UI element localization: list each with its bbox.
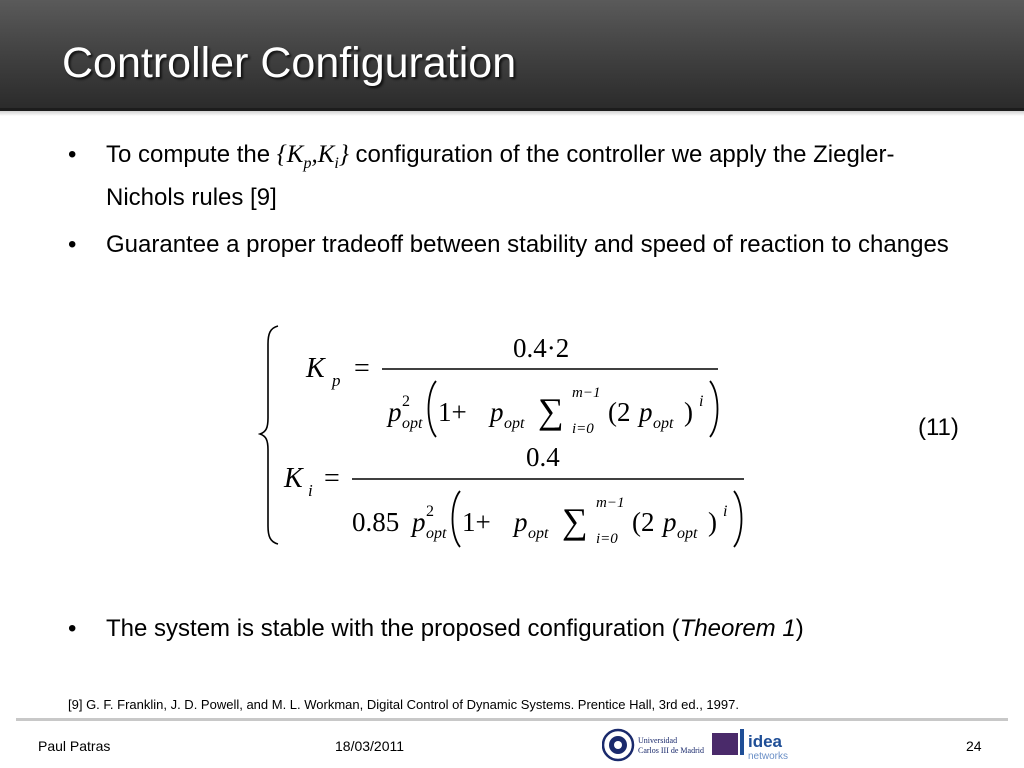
ki-sum-lower: i=0 bbox=[596, 531, 618, 547]
kp-sum: ∑ bbox=[538, 391, 564, 431]
kp-p: p bbox=[490, 397, 504, 427]
kp-lhs-sub: p bbox=[332, 371, 341, 390]
math-comma: , bbox=[311, 141, 318, 168]
kp-big-paren-left bbox=[429, 381, 437, 437]
ki-opt: opt bbox=[528, 525, 549, 542]
kp-paren-close: ) bbox=[684, 397, 693, 427]
imdea-logo-subtext: networks bbox=[748, 751, 789, 762]
footer-author: Paul Patras bbox=[38, 738, 111, 754]
kp-sum-lower: i=0 bbox=[572, 421, 594, 437]
ki-sum-upper: m−1 bbox=[596, 495, 625, 511]
ki-big-paren-right bbox=[734, 491, 742, 547]
ki-lhs: K bbox=[284, 463, 303, 494]
ki-one-plus: 1+ bbox=[462, 507, 491, 537]
uc3m-seal-icon bbox=[603, 730, 633, 760]
bullet-suffix: ) bbox=[795, 615, 804, 642]
title-bar bbox=[0, 0, 1024, 111]
kp-den-opt: opt bbox=[402, 415, 423, 432]
math-k: K bbox=[317, 141, 335, 168]
ki-big-paren-left bbox=[453, 491, 461, 547]
footer-rule bbox=[16, 718, 1008, 721]
bullet-suffix: configuration of the controller we apply the Ziegler-Nichols rules [9] bbox=[106, 141, 895, 211]
ki-paren-open: (2 bbox=[632, 507, 655, 537]
bullet-text: Guarantee a proper tradeoff between stability and speed of reaction to changes bbox=[106, 231, 949, 258]
slide-title: Controller Configuration bbox=[62, 39, 517, 87]
ki-inner-opt: opt bbox=[677, 525, 698, 542]
bullet-marker: • bbox=[68, 231, 77, 258]
imdea-logo-text: idea bbox=[748, 732, 783, 751]
kp-inner-p: p bbox=[639, 397, 653, 427]
kp-paren-open: (2 bbox=[608, 397, 631, 427]
kp-big-paren-right bbox=[710, 381, 718, 437]
footer-page-number: 24 bbox=[966, 738, 982, 754]
math-brace-close: } bbox=[338, 141, 349, 168]
kp-exp-i: i bbox=[699, 393, 704, 410]
formula-block bbox=[258, 320, 778, 555]
title-shadow bbox=[0, 111, 1024, 116]
ki-den-sq: 2 bbox=[426, 503, 434, 520]
uc3m-logo-line1: Universidad bbox=[638, 736, 678, 745]
kp-equals: = bbox=[354, 353, 370, 384]
math-brace-open: { bbox=[276, 141, 287, 168]
kp-den-sq: 2 bbox=[402, 393, 410, 410]
bullet-text bbox=[106, 138, 966, 215]
bullet-prefix: The system is stable with the proposed configuration ( bbox=[106, 615, 680, 642]
theorem-reference: Theorem 1 bbox=[679, 615, 796, 642]
ki-den-opt: opt bbox=[426, 525, 447, 542]
ki-p: p bbox=[514, 507, 528, 537]
ki-paren-close: ) bbox=[708, 507, 717, 537]
ki-den-p: p bbox=[412, 507, 426, 537]
uc3m-logo-line2: Carlos III de Madrid bbox=[638, 746, 704, 755]
curly-brace bbox=[260, 326, 278, 544]
footer-date: 18/03/2011 bbox=[335, 738, 405, 754]
kp-lhs: K bbox=[306, 353, 325, 384]
bullet-marker: • bbox=[68, 615, 77, 642]
citation-reference: [9] G. F. Franklin, J. D. Powell, and M. L. Workman, Digital Control of Dynamic Systems. Prentice Hall, 3rd ed., 1997. bbox=[68, 697, 739, 712]
bullet-marker: • bbox=[68, 141, 77, 168]
bullet-text bbox=[106, 612, 966, 646]
ki-den-coef: 0.85 bbox=[352, 507, 400, 537]
ki-numerator: 0.4 bbox=[526, 442, 560, 472]
bullet-prefix: To compute the bbox=[106, 141, 277, 168]
kp-den-p: p bbox=[388, 397, 402, 427]
math-k: K bbox=[286, 141, 304, 168]
inline-math-kp-ki bbox=[276, 141, 349, 172]
ki-inner-p: p bbox=[663, 507, 677, 537]
math-sub-i: i bbox=[334, 155, 339, 172]
equation-number: (11) bbox=[918, 414, 959, 441]
kp-one-plus: 1+ bbox=[438, 397, 467, 427]
ki-equals: = bbox=[324, 463, 340, 494]
imdea-bar-icon bbox=[740, 729, 744, 755]
math-sub-p: p bbox=[303, 155, 312, 172]
ki-sum: ∑ bbox=[562, 501, 588, 541]
footer-logos bbox=[602, 727, 802, 763]
kp-sum-upper: m−1 bbox=[572, 385, 601, 401]
ki-exp-i: i bbox=[723, 503, 728, 520]
logo-strip bbox=[602, 727, 802, 763]
kp-opt: opt bbox=[504, 415, 525, 432]
kp-numerator: 0.4·2 bbox=[513, 333, 570, 363]
imdea-square-icon bbox=[712, 733, 738, 755]
ki-lhs-sub: i bbox=[308, 481, 313, 500]
formula-svg bbox=[258, 320, 778, 555]
kp-inner-opt: opt bbox=[653, 415, 674, 432]
